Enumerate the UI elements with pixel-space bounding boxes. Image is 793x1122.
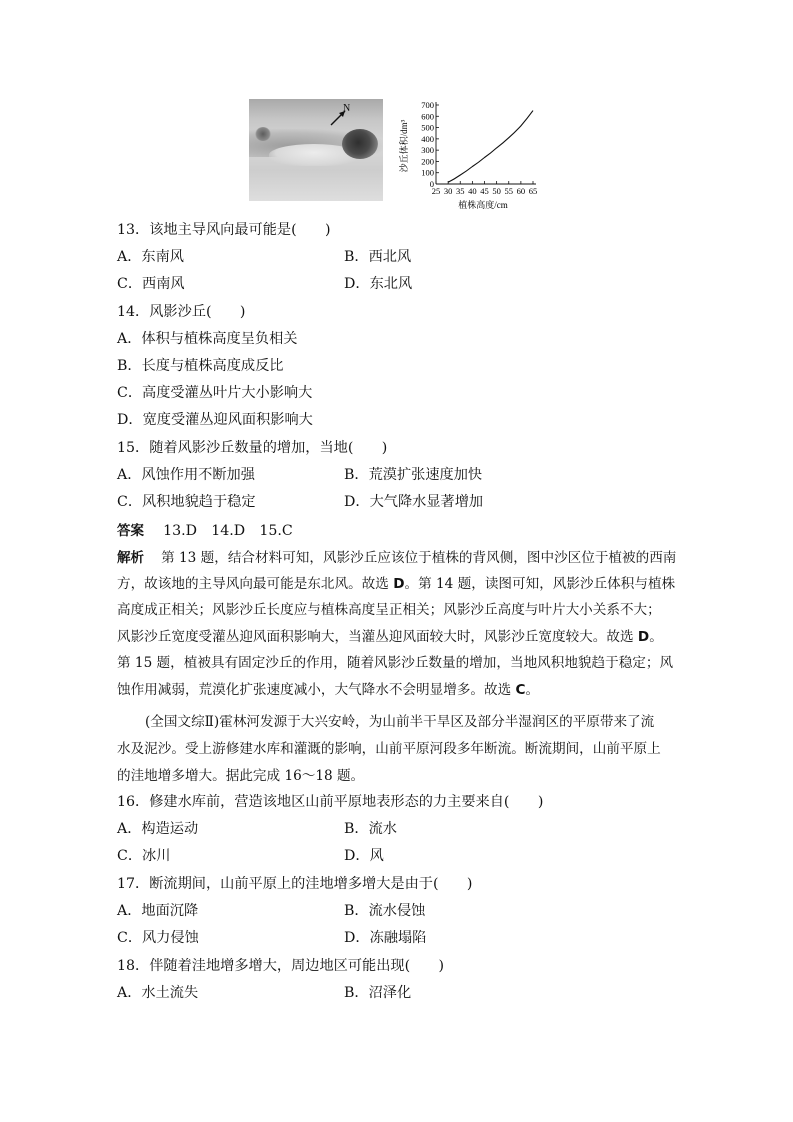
north-arrow-icon: [249, 99, 383, 201]
q14-stem: 14．风影沙丘( ): [117, 304, 246, 320]
x-tick-label: 45: [480, 186, 489, 196]
q18-option-a: A．水土流失: [117, 985, 199, 1001]
explanation-line-5: 第 15 题，植被具有固定沙丘的作用，随着风影沙丘数量的增加，当地风积地貌趋于稳定；风: [117, 655, 674, 671]
explanation-text-2c: 。第 14 题，读图可知，风影沙丘体积与植株: [404, 576, 676, 592]
explanation-line-6: [117, 678, 539, 698]
answer-line: [117, 519, 293, 540]
y-tick-label: 200: [421, 156, 434, 167]
explanation-line-4: [117, 625, 663, 645]
q16-stem: 16．修建水库前，营造该地区山前平原地表形态的力主要来自( ): [117, 794, 544, 810]
sand-dune-photo: [249, 99, 383, 201]
explanation-choice-13: D: [393, 576, 405, 592]
explanation-text-6c: 。: [525, 682, 540, 698]
x-tick-label: 50: [492, 186, 501, 196]
y-tick-label: 100: [421, 167, 434, 178]
q15-option-c: C．风积地貌趋于稳定: [117, 494, 256, 510]
explanation-choice-14: D: [637, 629, 650, 645]
y-axis-label: 沙丘体积/dm³: [399, 119, 409, 173]
q14-option-c: C．高度受灌丛叶片大小影响大: [117, 385, 313, 401]
q13-option-d: D．东北风: [344, 276, 413, 292]
passage-line-2: 水及泥沙。受上游修建水库和灌溉的影响，山前平原河段多年断流。断流期间，山前平原上: [117, 741, 661, 757]
explanation-text-2a: 方，故该地的主导风向最可能是东北风。故选: [117, 576, 394, 592]
series-line: [448, 111, 533, 183]
y-tick-label: 500: [421, 122, 434, 133]
x-tick-label: 60: [516, 186, 526, 196]
q13-option-c: C．西南风: [117, 276, 185, 292]
dune-volume-chart: [397, 98, 547, 210]
q17-option-c: C．风力侵蚀: [117, 930, 199, 946]
q16-option-d: D．风: [344, 848, 384, 864]
answer-label: 答案: [117, 523, 144, 539]
explanation-choice-15: C: [515, 682, 526, 698]
q17-option-d: D．冻融塌陷: [344, 930, 427, 946]
x-tick-label: 55: [504, 186, 513, 196]
passage-line-1: (全国文综Ⅱ)霍林河发源于大兴安岭，为山前半干旱区及部分半湿润区的平原带来了流: [145, 714, 655, 730]
explanation-text-1: 第 13 题，结合材料可知，风影沙丘应该位于植株的背风侧，图中沙区位于植被的西南: [161, 550, 677, 566]
x-tick-label: 25: [431, 186, 441, 196]
q15-stem: 15．随着风影沙丘数量的增加，当地( ): [117, 440, 388, 456]
explanation-line-1: [117, 546, 676, 566]
explanation-line-2: [117, 572, 675, 592]
q13-option-a: A．东南风: [117, 249, 184, 265]
x-tick-label: 30: [443, 186, 453, 196]
explanation-line-3: 高度成正相关；风影沙丘长度应与植株高度呈正相关；风影沙丘高度与叶片大小关系不大；: [117, 602, 661, 618]
q15-option-a: A．风蚀作用不断加强: [117, 467, 255, 483]
q16-option-a: A．构造运动: [117, 821, 199, 837]
explanation-label: 解析: [117, 550, 144, 566]
explanation-text-4a: 风影沙丘宽度受灌丛迎风面积影响大，当灌丛迎风面较大时，风影沙丘宽度较大。故选: [117, 629, 638, 645]
y-tick-label: 600: [421, 111, 434, 122]
q15-option-d: D．大气降水显著增加: [344, 494, 484, 510]
y-tick-label: 0: [429, 179, 434, 189]
q13-stem: 13．该地主导风向最可能是( ): [117, 222, 331, 238]
q15-option-b: B．荒漠扩张速度加快: [344, 467, 483, 483]
passage-line-3: 的洼地增多增大。据此完成 16～18 题。: [117, 768, 365, 784]
y-tick-label: 300: [421, 145, 434, 156]
q17-option-b: B．流水侵蚀: [344, 903, 426, 919]
q14-option-b: B．长度与植株高度成反比: [117, 358, 284, 374]
answer-text: 13.D 14.D 15.C: [163, 523, 293, 539]
x-tick-label: 35: [456, 186, 465, 196]
x-tick-label: 40: [468, 186, 477, 196]
explanation-text-6a: 蚀作用减弱，荒漠化扩张速度减小，大气降水不会明显增多。故选: [117, 682, 516, 698]
x-axis-label: 植株高度/cm: [458, 200, 508, 210]
q13-option-b: B．西北风: [344, 249, 412, 265]
q17-option-a: A．地面沉降: [117, 903, 199, 919]
q18-option-b: B．沼泽化: [344, 985, 412, 1001]
q17-stem: 17．断流期间，山前平原上的洼地增多增大是由于( ): [117, 876, 473, 892]
q18-stem: 18．伴随着洼地增多增大，周边地区可能出现( ): [117, 958, 445, 974]
y-tick-label: 700: [421, 100, 434, 110]
north-label: N: [343, 103, 351, 114]
q16-option-c: C．冰川: [117, 848, 171, 864]
y-tick-label: 400: [421, 133, 434, 144]
x-tick-label: 65: [528, 186, 538, 196]
q14-option-a: A．体积与植株高度呈负相关: [117, 331, 298, 347]
q16-option-b: B．流水: [344, 821, 397, 837]
q14-option-d: D．宽度受灌丛迎风面积影响大: [117, 412, 313, 428]
explanation-text-4c: 。: [649, 629, 663, 645]
